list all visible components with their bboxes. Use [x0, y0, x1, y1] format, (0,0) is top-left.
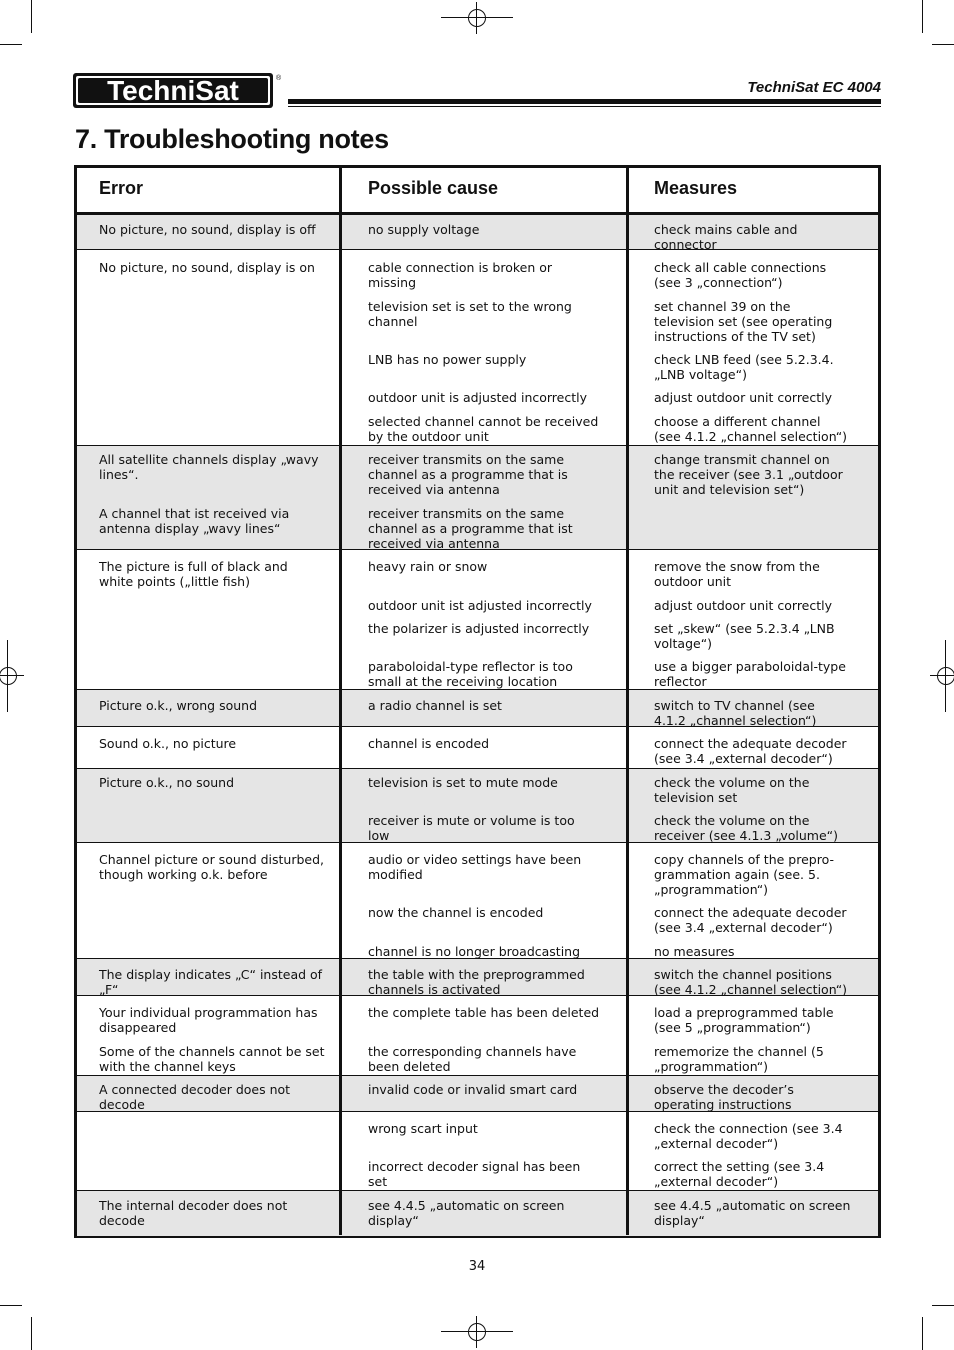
cause-cell: receiver transmits on the same channel as a programme that is received via antenna: [368, 452, 568, 497]
crop-mark: [0, 44, 22, 45]
cause-cell: receiver transmits on the same channel as a programme that ist received via antenna: [368, 506, 573, 551]
measure-cell: load a preprogrammed table (see 5 „programmation“): [654, 1005, 834, 1035]
error-cell: The display indicates „C“ instead of „F“: [99, 967, 323, 997]
error-cell: Picture o.k., wrong sound: [99, 698, 258, 713]
error-cell: The internal decoder does not decode: [99, 1198, 288, 1228]
cause-cell: incorrect decoder signal has been set: [368, 1159, 581, 1189]
cause-cell: audio or video settings have been modified: [368, 852, 582, 882]
page-title: 7. Troubleshooting notes: [75, 124, 389, 154]
cause-cell: outdoor unit ist adjusted incorrectly: [368, 598, 592, 613]
measure-cell: adjust outdoor unit correctly: [654, 598, 833, 613]
cause-cell: channel is encoded: [368, 736, 490, 751]
error-cell: All satellite channels display „wavy lines“.: [99, 452, 319, 482]
logo-text: TechniSat: [107, 75, 239, 106]
error-cell: The picture is full of black and white points („little fish): [99, 559, 288, 589]
registration-mark: [441, 2, 513, 34]
column-header-measures: Measures: [654, 178, 738, 198]
technisat-logo: [72, 72, 282, 110]
column-header-error: Error: [99, 178, 144, 198]
cause-cell: receiver is mute or volume is too low: [368, 813, 575, 843]
cause-cell: television is set to mute mode: [368, 775, 558, 790]
measure-cell: choose a different channel (see 4.1.2 „channel selection“): [654, 414, 848, 444]
row-separator: [77, 689, 878, 690]
cause-cell: television set is set to the wrong channel: [368, 299, 572, 329]
measure-cell: rememorize the channel (5 „programmation“): [654, 1044, 824, 1074]
measure-cell: set channel 39 on the television set (see operating instructions of the TV set): [654, 299, 833, 344]
cause-cell: the polarizer is adjusted incorrectly: [368, 621, 590, 636]
header-separator: [77, 212, 878, 215]
model-name: TechniSat EC 4004: [747, 79, 881, 96]
crop-mark: [932, 1305, 954, 1306]
measure-cell: copy channels of the prepro- grammation again (see. 5. „programmation“): [654, 852, 834, 897]
error-cell: Channel picture or sound disturbed, though working o.k. before: [99, 852, 325, 882]
row-separator: [77, 445, 878, 446]
cause-cell: a radio channel is set: [368, 698, 502, 713]
measure-cell: switch to TV channel (see 4.1.2 „channel selection“): [654, 698, 817, 728]
measure-cell: check mains cable and connector: [654, 222, 798, 252]
measure-cell: check all cable connections (see 3 „connection“): [654, 260, 827, 290]
crop-mark: [922, 1317, 923, 1350]
measure-cell: check the volume on the television set: [654, 775, 810, 805]
svg-text:®: ®: [276, 75, 282, 82]
measure-cell: check the connection (see 3.4 „external decoder“): [654, 1121, 843, 1151]
cause-cell: channel is no longer broadcasting: [368, 944, 581, 959]
crop-mark: [31, 1317, 32, 1350]
crop-mark: [0, 1305, 22, 1306]
measure-cell: use a bigger paraboloidal-type reflector: [654, 659, 846, 689]
cause-cell: LNB has no power supply: [368, 352, 527, 367]
error-cell: A channel that ist received via antenna display „wavy lines“: [99, 506, 290, 536]
column-header-cause: Possible cause: [368, 178, 499, 198]
measure-cell: check LNB feed (see 5.2.3.4. „LNB voltage“): [654, 352, 834, 382]
cause-cell: the complete table has been deleted: [368, 1005, 600, 1020]
measure-cell: see 4.4.5 „automatic on screen display“: [654, 1198, 851, 1228]
troubleshooting-table: [74, 165, 881, 1238]
measure-cell: observe the decoder’s operating instructions: [654, 1082, 794, 1112]
header-rule: [288, 99, 881, 104]
measure-cell: check the volume on the receiver (see 4.1.3 „volume“): [654, 813, 839, 843]
page-number: 34: [468, 1259, 486, 1274]
cause-cell: outdoor unit is adjusted incorrectly: [368, 390, 588, 405]
measure-cell: connect the adequate decoder (see 3.4 „external decoder“): [654, 905, 847, 935]
row-separator: [77, 1190, 878, 1191]
error-cell: Some of the channels cannot be set with the channel keys: [99, 1044, 325, 1074]
error-cell: A connected decoder does not decode: [99, 1082, 291, 1112]
registration-mark: [441, 1316, 513, 1348]
measure-cell: correct the setting (see 3.4 „external decoder“): [654, 1159, 825, 1189]
error-cell: No picture, no sound, display is on: [99, 260, 315, 275]
cause-cell: invalid code or invalid smart card: [368, 1082, 578, 1097]
measure-cell: no measures: [654, 944, 735, 959]
measure-cell: set „skew“ (see 5.2.3.4 „LNB voltage“): [654, 621, 835, 651]
cause-cell: heavy rain or snow: [368, 559, 488, 574]
cause-cell: cable connection is broken or missing: [368, 260, 553, 290]
crop-mark: [922, 0, 923, 33]
row-separator: [77, 768, 878, 769]
measure-cell: remove the snow from the outdoor unit: [654, 559, 820, 589]
crop-mark: [932, 44, 954, 45]
crop-mark: [31, 0, 32, 33]
cause-cell: selected channel cannot be received by the outdoor unit: [368, 414, 599, 444]
cause-cell: the table with the preprogrammed channels is activated: [368, 967, 585, 997]
measure-cell: change transmit channel on the receiver (see 3.1 „outdoor unit and television set“): [654, 452, 843, 497]
error-cell: Sound o.k., no picture: [99, 736, 237, 751]
error-cell: No picture, no sound, display is off: [99, 222, 316, 237]
cause-cell: paraboloidal-type reflector is too small at the receiving location: [368, 659, 573, 689]
cause-cell: no supply voltage: [368, 222, 480, 237]
header-rule: [288, 106, 881, 107]
error-cell: Your individual programmation has disappeared: [99, 1005, 318, 1035]
row-separator: [77, 1075, 878, 1076]
measure-cell: adjust outdoor unit correctly: [654, 390, 833, 405]
cause-cell: now the channel is encoded: [368, 905, 544, 920]
measure-cell: switch the channel positions (see 4.1.2 „channel selection“): [654, 967, 848, 997]
registration-mark: [930, 640, 954, 712]
cause-cell: wrong scart input: [368, 1121, 478, 1136]
error-cell: Picture o.k., no sound: [99, 775, 235, 790]
measure-cell: connect the adequate decoder (see 3.4 „external decoder“): [654, 736, 847, 766]
cause-cell: see 4.4.5 „automatic on screen display“: [368, 1198, 565, 1228]
cause-cell: the corresponding channels have been deleted: [368, 1044, 577, 1074]
registration-mark: [0, 640, 24, 712]
